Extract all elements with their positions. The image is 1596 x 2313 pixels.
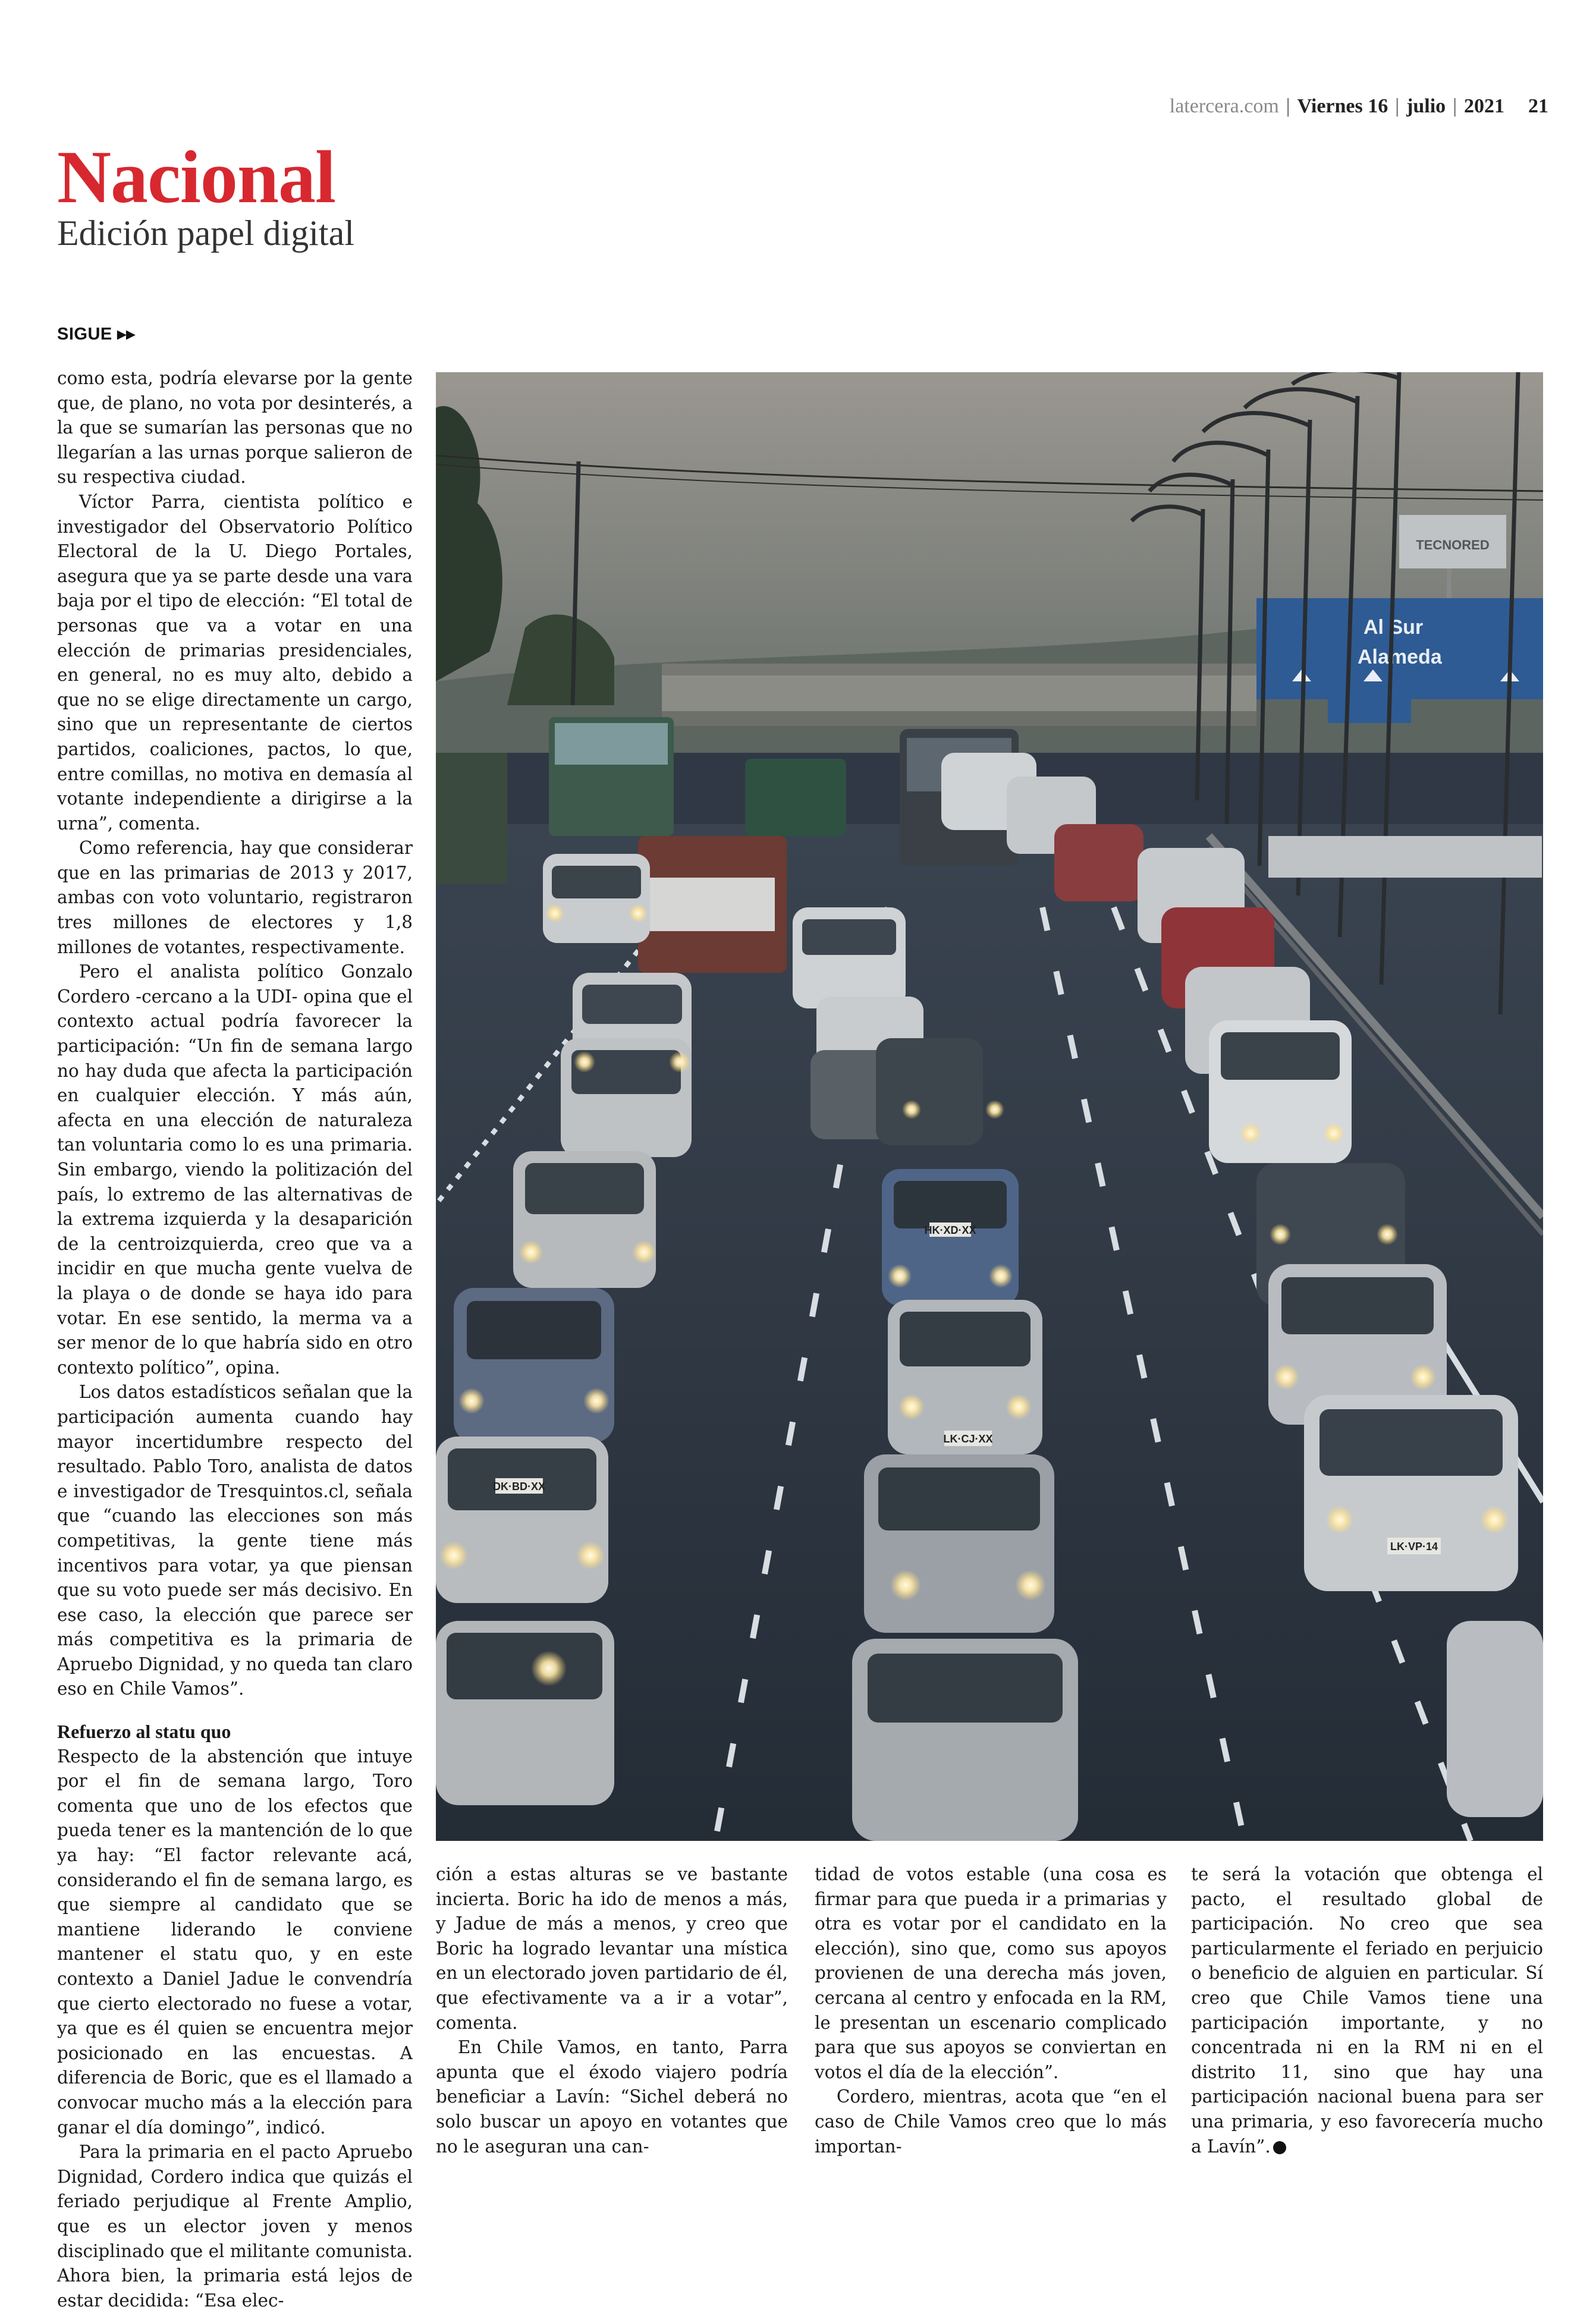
page-number: 21 [1528,95,1548,117]
paragraph: Los datos estadísticos señalan que la participación aumenta cuando hay mayor incertidumbre respecto del resultado. Pablo Toro, analista de datos e investigador de Tresquintos.cl, señala que “cuando las elecciones son más competitivas, la gente tiene más incentivos para votar, ya que piensan que su voto puede ser más decisivo. En ese caso, la elección que parece ser más competitiva es la primaria de Apruebo Dignidad, y no queda tan claro eso en Chile Vamos”. [57,1382,413,1699]
plate-2: LK·CJ·XX [943,1433,993,1445]
page-folio: latercera.com | Viernes 16 | julio | 2021 21 [1169,95,1548,117]
subheading: Refuerzo al statu quo [57,1721,231,1743]
paragraph: Como referencia, hay que considerar que en las primarias de 2013 y 2017, ambas con voto voluntario, registraron tres millones de electores y 1,8 millones de votantes, respectivamente. [57,838,413,957]
plate-3: DK·BD·XX [493,1481,545,1492]
paragraph: En Chile Vamos, en tanto, Parra apunta que el éxodo viajero podría beneficiar a Lavín: “Sichel deberá no solo buscar un apoyo en votantes que no le aseguran una can- [436,2037,788,2157]
article-column-2 [436,1862,788,2159]
article-column-1 [57,366,413,2313]
paragraph: como esta, podría elevarse por la gente que, de plano, no vota por desinterés, a la que se sumarían las personas que no llegarían a las urnas porque salieron de su respectiva ciudad. [57,368,413,488]
folio-day: Viernes 16 [1297,95,1388,117]
paragraph-text: te será la votación que obtenga el pacto, el resultado global de participación. No creo que sea particularmente el feriado en perjuicio o beneficio de alguien en particular. Sí creo que Chile Vamos tiene una participación importante, y no concentrada ni en la RM ni en el distrito 11, sino que hay una participación nacional buena para ser una primaria, y eso favorecería mucho a Lavín”. [1191,1864,1543,2157]
paragraph: Respecto de la abstención que intuye por el fin de semana largo, Toro comenta que uno de los efectos que pueda tener es la mantención de lo que ya hay: “El factor relevante acá, considerando el fin de semana largo, es que siempre al candidato que se mantiene liderando le conviene mantener el statu quo, y en este contexto a Daniel Jadue le convendría que cierto electorado no fuese a votar, ya que es él quien se encuentra mejor posicionado en las encuestas. A diferencia de Boric, que es el llamado a convocar mucho más a la elección para ganar el día domingo”, indicó. [57,1746,413,2138]
site-name: latercera.com [1169,95,1279,117]
paragraph: Pero el analista político Gonzalo Cordero -cercano a la UDI- opina que el contexto actual podría favorecer la participación: “Un fin de semana largo no hay duda que afecta la participación en cualquier elección. Y más aún, afecta en una elección de naturaleza tan voluntaria como lo es una primaria. Sin embargo, viendo la politización del país, lo extremo de las alternativas de la extrema izquierda y la desaparición de la centroizquierda, creo que va a incidir en que mucha gente vuelva de la playa o de donde se haya ido para votar. En ese sentido, la merma va a ser menor de lo que habría sido en otro contexto político”, opina. [57,961,413,1378]
paragraph [1191,1862,1543,2159]
plate-4: HK·XD·XX [924,1224,976,1236]
paragraph: ción a estas alturas se ve bastante incierta. Boric ha ido de menos a más, y Jadue de más a menos, y creo que Boric ha logrado levantar una mística en un electorado joven partidario de él, que efectivamente va a ir a votar”, comenta. [436,1864,788,2033]
article-column-4 [1191,1862,1543,2159]
continued-label: SIGUE ▸▸ [57,325,136,344]
section-title: Nacional [57,136,336,219]
section-subtitle: Edición papel digital [57,213,354,253]
end-of-article-mark [1273,2141,1286,2154]
folio-year: 2021 [1464,95,1504,117]
paragraph: Víctor Parra, cientista político e investigador del Observatorio Político Electoral de la U. Diego Portales, asegura que ya se parte desde una vara baja por el tipo de elección: “El total de personas que va a votar en una elección de primarias presidenciales, en general, no es muy alto, debido a que no se elige directamente un cargo, sino que un representante de ciertos partidos, coaliciones, pactos, lo que, entre comillas, no motiva en demasía al votante independiente a dirigirse a la urna”, comenta. [57,491,413,834]
sign-direction-2: Alameda [1358,646,1442,668]
sign-direction-1: Al Sur [1363,616,1424,639]
article-column-3 [815,1862,1167,2159]
billboard-text: TECNORED [1416,538,1490,552]
paragraph: Para la primaria en el pacto Apruebo Dignidad, Cordero indica que quizás el feriado perjudique al Frente Amplio, que es un elector joven y menos disciplinado que el militante comunista. Ahora bien, la primaria está lejos de estar decidida: “Esa elec- [57,2142,413,2311]
paragraph: Cordero, mientras, acota que “en el caso de Chile Vamos creo que lo más importan- [815,2086,1167,2157]
folio-month: julio [1406,95,1446,117]
plate-1: LK·VP·14 [1390,1541,1438,1553]
traffic-photo [436,372,1543,1841]
paragraph: tidad de votos estable (una cosa es firmar para que pueda ir a primarias y otra es votar por el candidato en la elección), sino que, como sus apoyos provienen de una derecha más joven, cercana al centro y enfocada en la RM, le presentan un escenario complicado para que sus apoyos se conviertan en votos el día de la elección”. [815,1864,1167,2082]
